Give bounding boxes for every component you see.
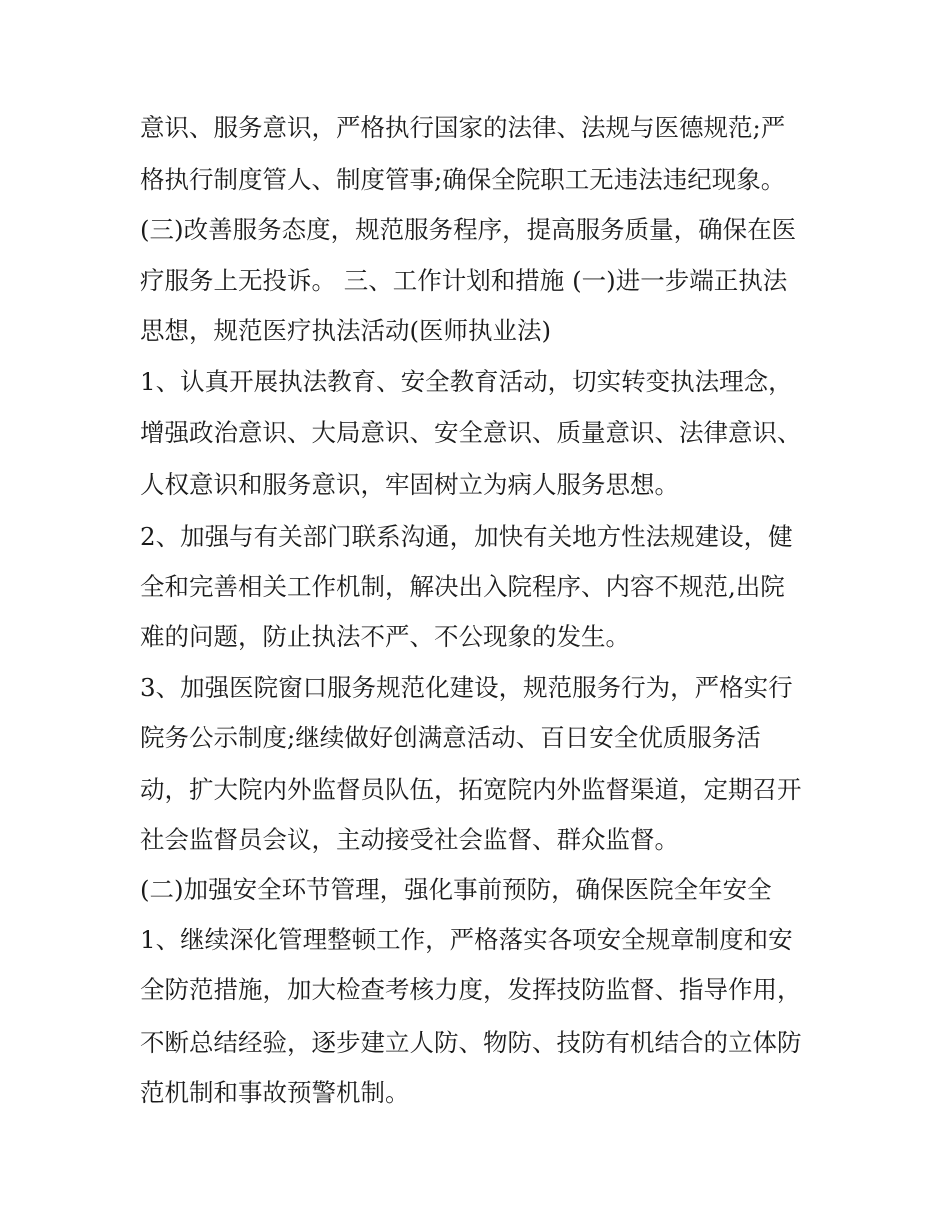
text-line: (三)改善服务态度，规范服务程序，提高服务质量，确保在医 (140, 215, 797, 244)
text-line: 格执行制度管人、制度管事;确保全院职工无违法违纪现象。 (140, 165, 786, 194)
text-line: 1、认真开展执法教育、安全教育活动，切实转变执法理念， (140, 367, 793, 396)
text-line: 疗服务上无投诉。 三、工作计划和措施 (一)进一步端正执法 (140, 266, 788, 295)
text-line: 全和完善相关工作机制，解决出入院程序、内容不规范,出院 (140, 572, 785, 601)
text-line: 1、继续深化管理整顿工作，严格落实各项安全规章制度和安 (140, 925, 793, 954)
text-line: 难的问题，防止执法不严、不公现象的发生。 (140, 622, 630, 651)
text-line: 全防范措施，加大检查考核力度，发挥技防监督、指导作用， (140, 975, 802, 1004)
text-line: 增强政治意识、大局意识、安全意识、质量意识、法律意识、 (140, 418, 802, 447)
text-line: 3、加强医院窗口服务规范化建设，规范服务行为，严格实行 (140, 673, 793, 702)
text-line: 院务公示制度;继续做好创满意活动、百日安全优质服务活 (140, 723, 761, 752)
text-line: 动，扩大院内外监督员队伍，拓宽院内外监督渠道，定期召开 (140, 775, 802, 804)
text-line: 2、加强与有关部门联系沟通，加快有关地方性法规建设，健 (140, 522, 793, 551)
text-line: 不断总结经验，逐步建立人防、物防、技防有机结合的立体防 (140, 1028, 802, 1057)
text-line: (二)加强安全环节管理，强化事前预防，确保医院全年安全 (140, 875, 772, 904)
text-line: 社会监督员会议，主动接受社会监督、群众监督。 (140, 825, 679, 854)
text-line: 意识、服务意识，严格执行国家的法律、法规与医德规范;严 (140, 113, 786, 142)
text-line: 人权意识和服务意识，牢固树立为病人服务思想。 (140, 470, 679, 499)
text-line: 范机制和事故预警机制。 (140, 1078, 410, 1107)
text-line: 思想，规范医疗执法活动(医师执业法) (140, 316, 552, 345)
